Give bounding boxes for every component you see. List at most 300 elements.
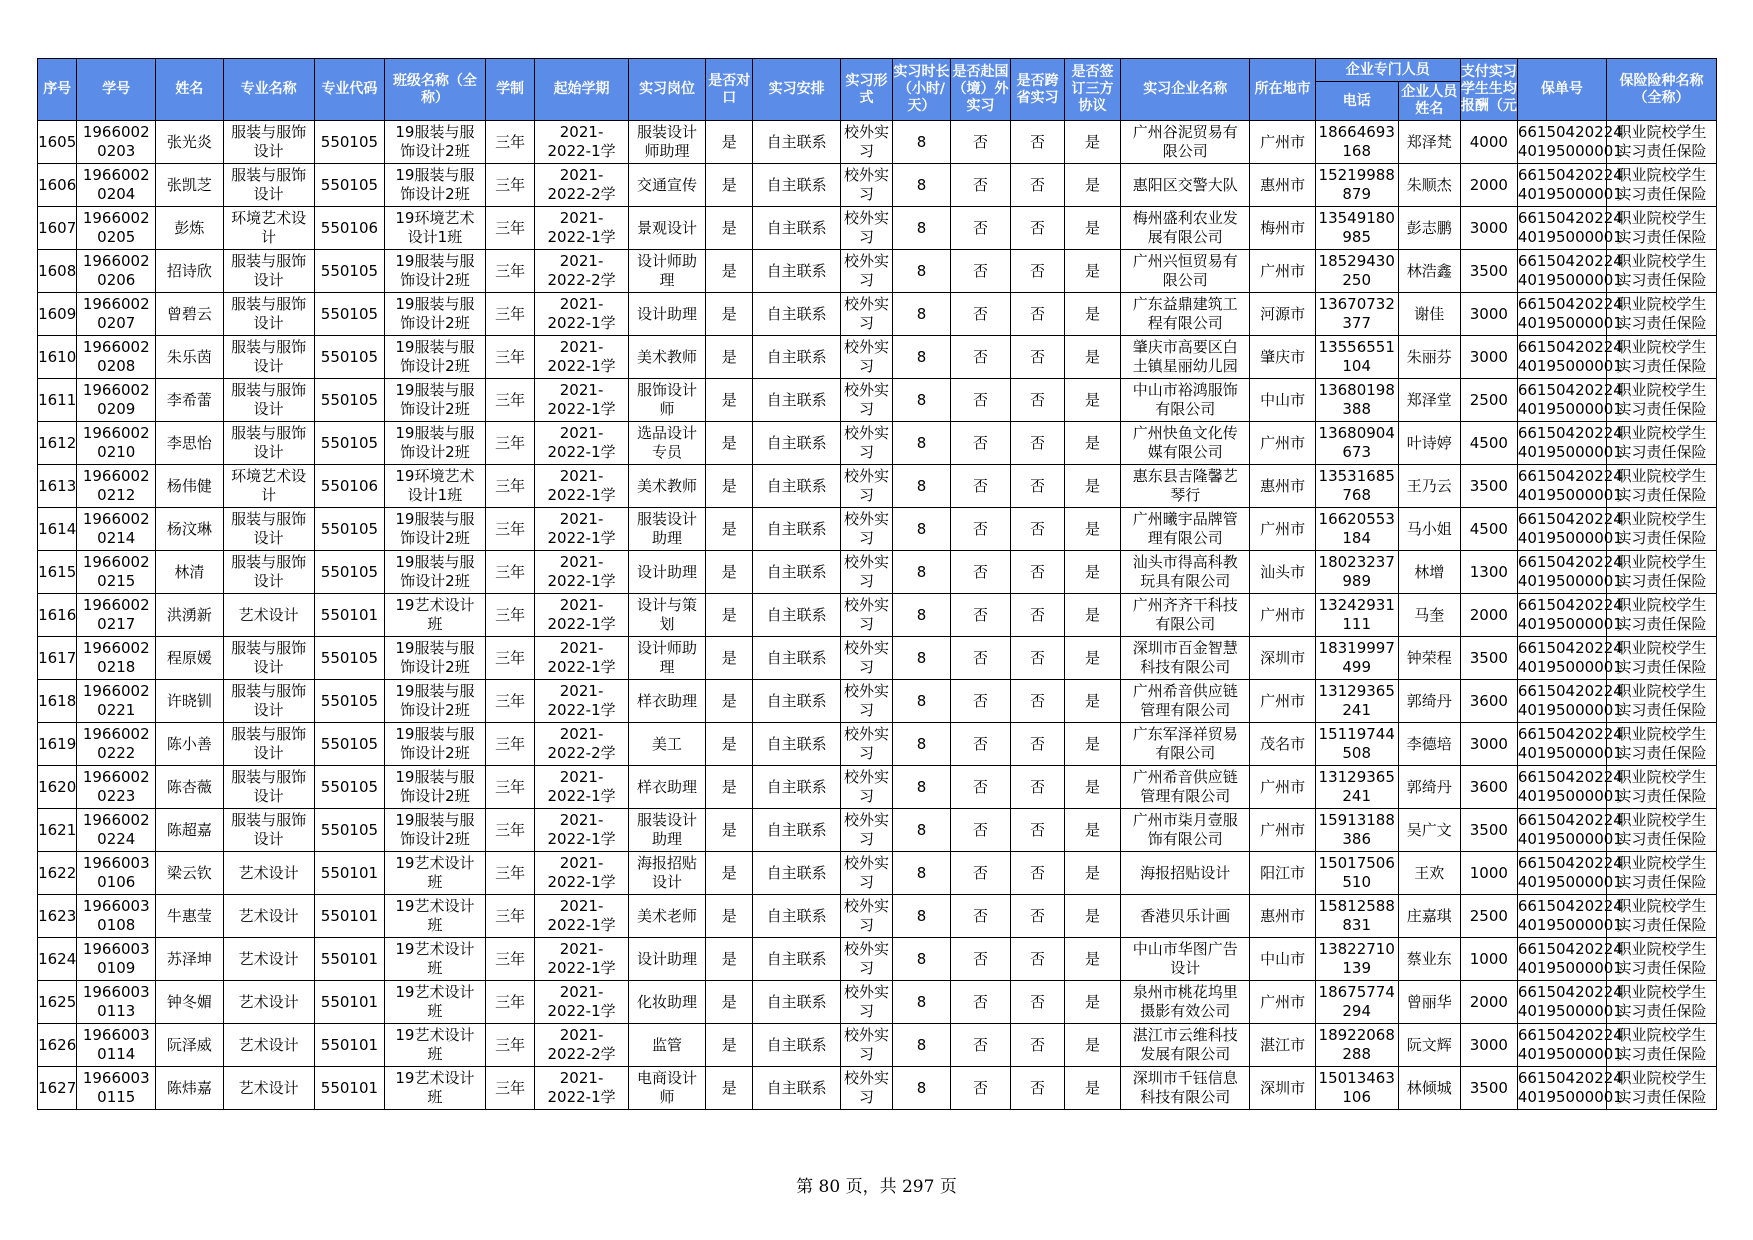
- cell-company: 深圳市百金智慧 科技有限公司: [1120, 637, 1250, 680]
- cell-hours: 8: [892, 379, 950, 422]
- cell-form: 校外实 习: [841, 422, 893, 465]
- cell-tripartite: 是: [1064, 293, 1120, 336]
- cell-class-name: 19服装与服 饰设计2班: [385, 164, 486, 207]
- cell-position: 设计师助 理: [628, 637, 706, 680]
- cell-abroad: 否: [950, 250, 1010, 293]
- cell-position: 美术教师: [628, 336, 706, 379]
- cell-insurance: 职业院校学生 实习责任保险: [1606, 508, 1716, 551]
- cell-phone: 15013463 106: [1315, 1067, 1398, 1110]
- cell-phone: 13242931 111: [1315, 594, 1398, 637]
- cell-form: 校外实 习: [841, 723, 893, 766]
- table-row: [38, 551, 1717, 594]
- cell-city: 广州市: [1250, 680, 1315, 723]
- cell-name: 陈杏薇: [156, 766, 223, 809]
- header-arrangement: 实习安排: [753, 59, 841, 121]
- cell-abroad: 否: [950, 938, 1010, 981]
- cell-tripartite: 是: [1064, 895, 1120, 938]
- cell-policy-no: 66150420224 40195000001: [1517, 465, 1606, 508]
- cell-matched: 是: [706, 766, 753, 809]
- cell-contact-name: 彭志鹏: [1398, 207, 1460, 250]
- cell-name: 牛惠莹: [156, 895, 223, 938]
- cell-phone: 15017506 510: [1315, 852, 1398, 895]
- header-form: 实习形式: [841, 59, 893, 121]
- cell-seq: 1606: [38, 164, 77, 207]
- cell-policy-no: 66150420224 40195000001: [1517, 680, 1606, 723]
- cell-seq: 1608: [38, 250, 77, 293]
- cell-position: 样衣助理: [628, 680, 706, 723]
- cell-phone: 13680198 388: [1315, 379, 1398, 422]
- header-duration: 学制: [485, 59, 535, 121]
- cell-duration: 三年: [485, 551, 535, 594]
- header-city: 所在地市: [1250, 59, 1315, 121]
- cell-policy-no: 66150420224 40195000001: [1517, 551, 1606, 594]
- cell-insurance: 职业院校学生 实习责任保险: [1606, 293, 1716, 336]
- cell-insurance: 职业院校学生 实习责任保险: [1606, 766, 1716, 809]
- cell-student-id: 1966002 0204: [77, 164, 156, 207]
- cell-student-id: 1966002 0210: [77, 422, 156, 465]
- cell-policy-no: 66150420224 40195000001: [1517, 207, 1606, 250]
- cell-hours: 8: [892, 723, 950, 766]
- cell-contact-name: 谢佳: [1398, 293, 1460, 336]
- cell-student-id: 1966002 0203: [77, 121, 156, 164]
- header-contact-name: 企业人员姓名: [1398, 82, 1460, 121]
- cell-start-term: 2021- 2022-1学: [535, 336, 628, 379]
- table-row: [38, 508, 1717, 551]
- cell-company: 泉州市桃花坞里 摄影有效公司: [1120, 981, 1250, 1024]
- cell-start-term: 2021- 2022-1学: [535, 1067, 628, 1110]
- cell-name: 钟冬媚: [156, 981, 223, 1024]
- cell-abroad: 否: [950, 379, 1010, 422]
- cell-cross-province: 否: [1011, 551, 1065, 594]
- cell-form: 校外实 习: [841, 637, 893, 680]
- cell-cross-province: 否: [1011, 336, 1065, 379]
- cell-duration: 三年: [485, 809, 535, 852]
- cell-cross-province: 否: [1011, 723, 1065, 766]
- cell-form: 校外实 习: [841, 594, 893, 637]
- cell-major: 服装与服饰 设计: [223, 551, 314, 594]
- cell-major-code: 550101: [314, 938, 384, 981]
- cell-major-code: 550105: [314, 379, 384, 422]
- cell-policy-no: 66150420224 40195000001: [1517, 1024, 1606, 1067]
- cell-phone: 18319997 499: [1315, 637, 1398, 680]
- cell-company: 广州市柒月壹服 饰有限公司: [1120, 809, 1250, 852]
- cell-contact-name: 朱丽芬: [1398, 336, 1460, 379]
- cell-major: 服装与服饰 设计: [223, 121, 314, 164]
- cell-hours: 8: [892, 164, 950, 207]
- cell-city: 中山市: [1250, 379, 1315, 422]
- cell-phone: 13822710 139: [1315, 938, 1398, 981]
- cell-phone: 18023237 989: [1315, 551, 1398, 594]
- cell-arrangement: 自主联系: [753, 594, 841, 637]
- cell-major: 环境艺术设 计: [223, 465, 314, 508]
- cell-matched: 是: [706, 1067, 753, 1110]
- cell-arrangement: 自主联系: [753, 551, 841, 594]
- cell-form: 校外实 习: [841, 1024, 893, 1067]
- cell-hours: 8: [892, 766, 950, 809]
- cell-matched: 是: [706, 207, 753, 250]
- cell-name: 林清: [156, 551, 223, 594]
- cell-hours: 8: [892, 551, 950, 594]
- cell-contact-name: 马奎: [1398, 594, 1460, 637]
- cell-contact-name: 郭绮丹: [1398, 766, 1460, 809]
- cell-pay: 3600: [1460, 766, 1517, 809]
- cell-major-code: 550105: [314, 422, 384, 465]
- cell-form: 校外实 习: [841, 895, 893, 938]
- cell-abroad: 否: [950, 164, 1010, 207]
- cell-phone: 13531685 768: [1315, 465, 1398, 508]
- cell-form: 校外实 习: [841, 981, 893, 1024]
- cell-arrangement: 自主联系: [753, 809, 841, 852]
- cell-major: 服装与服饰 设计: [223, 637, 314, 680]
- cell-major: 服装与服饰 设计: [223, 250, 314, 293]
- cell-name: 许晓钏: [156, 680, 223, 723]
- cell-company: 广州谷泥贸易有 限公司: [1120, 121, 1250, 164]
- cell-duration: 三年: [485, 981, 535, 1024]
- cell-duration: 三年: [485, 465, 535, 508]
- table-row: [38, 723, 1717, 766]
- cell-major: 服装与服饰 设计: [223, 293, 314, 336]
- cell-phone: 18664693 168: [1315, 121, 1398, 164]
- cell-policy-no: 66150420224 40195000001: [1517, 594, 1606, 637]
- cell-seq: 1617: [38, 637, 77, 680]
- table-row: [38, 637, 1717, 680]
- cell-form: 校外实 习: [841, 379, 893, 422]
- cell-matched: 是: [706, 293, 753, 336]
- table-row: [38, 336, 1717, 379]
- cell-tripartite: 是: [1064, 637, 1120, 680]
- cell-seq: 1622: [38, 852, 77, 895]
- cell-arrangement: 自主联系: [753, 164, 841, 207]
- table-row: [38, 852, 1717, 895]
- cell-major: 服装与服饰 设计: [223, 723, 314, 766]
- cell-policy-no: 66150420224 40195000001: [1517, 809, 1606, 852]
- cell-insurance: 职业院校学生 实习责任保险: [1606, 336, 1716, 379]
- cell-phone: 16620553 184: [1315, 508, 1398, 551]
- cell-student-id: 1966002 0212: [77, 465, 156, 508]
- cell-student-id: 1966002 0217: [77, 594, 156, 637]
- cell-city: 河源市: [1250, 293, 1315, 336]
- cell-start-term: 2021- 2022-1学: [535, 594, 628, 637]
- cell-position: 监管: [628, 1024, 706, 1067]
- cell-company: 广州希音供应链 管理有限公司: [1120, 766, 1250, 809]
- cell-pay: 2000: [1460, 594, 1517, 637]
- cell-phone: 18529430 250: [1315, 250, 1398, 293]
- header-cross-province: 是否跨省实习: [1011, 59, 1065, 121]
- cell-name: 李希蕾: [156, 379, 223, 422]
- cell-pay: 3500: [1460, 637, 1517, 680]
- table-row: [38, 465, 1717, 508]
- cell-city: 梅州市: [1250, 207, 1315, 250]
- cell-cross-province: 否: [1011, 164, 1065, 207]
- cell-duration: 三年: [485, 336, 535, 379]
- cell-matched: 是: [706, 336, 753, 379]
- cell-start-term: 2021- 2022-1学: [535, 637, 628, 680]
- cell-start-term: 2021- 2022-1学: [535, 766, 628, 809]
- header-name: 姓名: [156, 59, 223, 121]
- cell-contact-name: 郑泽堂: [1398, 379, 1460, 422]
- cell-class-name: 19服装与服 饰设计2班: [385, 637, 486, 680]
- cell-policy-no: 66150420224 40195000001: [1517, 895, 1606, 938]
- cell-name: 程原媛: [156, 637, 223, 680]
- cell-major: 服装与服饰 设计: [223, 680, 314, 723]
- cell-matched: 是: [706, 637, 753, 680]
- cell-start-term: 2021- 2022-1学: [535, 809, 628, 852]
- cell-major-code: 550106: [314, 207, 384, 250]
- table-row: [38, 680, 1717, 723]
- table-row: [38, 938, 1717, 981]
- cell-position: 设计助理: [628, 293, 706, 336]
- cell-arrangement: 自主联系: [753, 422, 841, 465]
- cell-start-term: 2021- 2022-2学: [535, 723, 628, 766]
- cell-class-name: 19服装与服 饰设计2班: [385, 809, 486, 852]
- cell-tripartite: 是: [1064, 207, 1120, 250]
- cell-student-id: 1966002 0223: [77, 766, 156, 809]
- cell-seq: 1624: [38, 938, 77, 981]
- cell-name: 洪湧新: [156, 594, 223, 637]
- cell-major-code: 550105: [314, 723, 384, 766]
- cell-form: 校外实 习: [841, 207, 893, 250]
- cell-insurance: 职业院校学生 实习责任保险: [1606, 551, 1716, 594]
- cell-tripartite: 是: [1064, 422, 1120, 465]
- cell-policy-no: 66150420224 40195000001: [1517, 852, 1606, 895]
- cell-policy-no: 66150420224 40195000001: [1517, 981, 1606, 1024]
- cell-name: 陈小善: [156, 723, 223, 766]
- cell-matched: 是: [706, 938, 753, 981]
- cell-major: 服装与服饰 设计: [223, 766, 314, 809]
- cell-duration: 三年: [485, 594, 535, 637]
- cell-contact-name: 李德培: [1398, 723, 1460, 766]
- cell-hours: 8: [892, 680, 950, 723]
- table-row: [38, 766, 1717, 809]
- cell-policy-no: 66150420224 40195000001: [1517, 938, 1606, 981]
- cell-seq: 1625: [38, 981, 77, 1024]
- cell-insurance: 职业院校学生 实习责任保险: [1606, 164, 1716, 207]
- cell-phone: 13129365 241: [1315, 766, 1398, 809]
- cell-contact-name: 庄嘉琪: [1398, 895, 1460, 938]
- cell-policy-no: 66150420224 40195000001: [1517, 293, 1606, 336]
- cell-hours: 8: [892, 594, 950, 637]
- cell-pay: 1000: [1460, 852, 1517, 895]
- cell-seq: 1611: [38, 379, 77, 422]
- cell-major-code: 550105: [314, 680, 384, 723]
- cell-student-id: 1966002 0215: [77, 551, 156, 594]
- cell-phone: 18922068 288: [1315, 1024, 1398, 1067]
- cell-matched: 是: [706, 551, 753, 594]
- header-class-name: 班级名称（全称）: [385, 59, 486, 121]
- cell-cross-province: 否: [1011, 121, 1065, 164]
- cell-student-id: 1966002 0222: [77, 723, 156, 766]
- cell-insurance: 职业院校学生 实习责任保险: [1606, 680, 1716, 723]
- cell-arrangement: 自主联系: [753, 1067, 841, 1110]
- cell-student-id: 1966002 0209: [77, 379, 156, 422]
- cell-pay: 4500: [1460, 508, 1517, 551]
- cell-seq: 1612: [38, 422, 77, 465]
- cell-arrangement: 自主联系: [753, 293, 841, 336]
- cell-matched: 是: [706, 379, 753, 422]
- cell-form: 校外实 习: [841, 508, 893, 551]
- cell-major-code: 550105: [314, 508, 384, 551]
- cell-arrangement: 自主联系: [753, 508, 841, 551]
- table-row: [38, 809, 1717, 852]
- cell-major: 服装与服饰 设计: [223, 422, 314, 465]
- cell-abroad: 否: [950, 336, 1010, 379]
- cell-policy-no: 66150420224 40195000001: [1517, 422, 1606, 465]
- cell-student-id: 1966003 0114: [77, 1024, 156, 1067]
- cell-tripartite: 是: [1064, 938, 1120, 981]
- cell-arrangement: 自主联系: [753, 895, 841, 938]
- cell-class-name: 19服装与服 饰设计2班: [385, 551, 486, 594]
- cell-major: 艺术设计: [223, 895, 314, 938]
- cell-start-term: 2021- 2022-1学: [535, 465, 628, 508]
- cell-position: 美术老师: [628, 895, 706, 938]
- cell-hours: 8: [892, 508, 950, 551]
- cell-duration: 三年: [485, 723, 535, 766]
- cell-cross-province: 否: [1011, 379, 1065, 422]
- cell-policy-no: 66150420224 40195000001: [1517, 250, 1606, 293]
- cell-pay: 4500: [1460, 422, 1517, 465]
- cell-position: 设计助理: [628, 551, 706, 594]
- cell-policy-no: 66150420224 40195000001: [1517, 379, 1606, 422]
- cell-abroad: 否: [950, 981, 1010, 1024]
- cell-start-term: 2021- 2022-1学: [535, 508, 628, 551]
- cell-form: 校外实 习: [841, 809, 893, 852]
- cell-seq: 1620: [38, 766, 77, 809]
- header-pay: 支付实习学生生均报酬（元: [1460, 59, 1517, 121]
- cell-major-code: 550101: [314, 895, 384, 938]
- cell-insurance: 职业院校学生 实习责任保险: [1606, 1067, 1716, 1110]
- cell-phone: 13680904 673: [1315, 422, 1398, 465]
- cell-student-id: 1966002 0206: [77, 250, 156, 293]
- cell-class-name: 19服装与服 饰设计2班: [385, 723, 486, 766]
- cell-position: 化妆助理: [628, 981, 706, 1024]
- cell-pay: 1300: [1460, 551, 1517, 594]
- cell-pay: 2500: [1460, 379, 1517, 422]
- cell-city: 阳江市: [1250, 852, 1315, 895]
- cell-name: 陈超嘉: [156, 809, 223, 852]
- cell-cross-province: 否: [1011, 422, 1065, 465]
- cell-duration: 三年: [485, 207, 535, 250]
- cell-student-id: 1966002 0214: [77, 508, 156, 551]
- cell-contact-name: 王乃云: [1398, 465, 1460, 508]
- cell-matched: 是: [706, 121, 753, 164]
- cell-student-id: 1966002 0208: [77, 336, 156, 379]
- cell-tripartite: 是: [1064, 336, 1120, 379]
- table-row: [38, 207, 1717, 250]
- cell-company: 深圳市千钰信息 科技有限公司: [1120, 1067, 1250, 1110]
- table-row: [38, 293, 1717, 336]
- cell-cross-province: 否: [1011, 508, 1065, 551]
- cell-duration: 三年: [485, 121, 535, 164]
- cell-start-term: 2021- 2022-1学: [535, 895, 628, 938]
- cell-abroad: 否: [950, 508, 1010, 551]
- cell-seq: 1618: [38, 680, 77, 723]
- cell-start-term: 2021- 2022-2学: [535, 164, 628, 207]
- cell-company: 肇庆市高要区白 土镇星丽幼儿园: [1120, 336, 1250, 379]
- cell-company: 中山市裕鸿服饰 有限公司: [1120, 379, 1250, 422]
- cell-seq: 1614: [38, 508, 77, 551]
- cell-phone: 15812588 831: [1315, 895, 1398, 938]
- cell-city: 广州市: [1250, 766, 1315, 809]
- cell-cross-province: 否: [1011, 766, 1065, 809]
- cell-class-name: 19服装与服 饰设计2班: [385, 379, 486, 422]
- cell-class-name: 19艺术设计 班: [385, 1024, 486, 1067]
- cell-hours: 8: [892, 121, 950, 164]
- cell-class-name: 19服装与服 饰设计2班: [385, 336, 486, 379]
- cell-contact-name: 林增: [1398, 551, 1460, 594]
- table-row: [38, 121, 1717, 164]
- cell-city: 广州市: [1250, 594, 1315, 637]
- cell-start-term: 2021- 2022-1学: [535, 852, 628, 895]
- cell-pay: 3000: [1460, 207, 1517, 250]
- cell-phone: 13129365 241: [1315, 680, 1398, 723]
- cell-name: 张光炎: [156, 121, 223, 164]
- cell-major-code: 550105: [314, 293, 384, 336]
- cell-tripartite: 是: [1064, 981, 1120, 1024]
- cell-company: 惠东县吉隆馨艺 琴行: [1120, 465, 1250, 508]
- cell-matched: 是: [706, 723, 753, 766]
- cell-contact-name: 郭绮丹: [1398, 680, 1460, 723]
- cell-policy-no: 66150420224 40195000001: [1517, 766, 1606, 809]
- cell-city: 惠州市: [1250, 164, 1315, 207]
- cell-pay: 3000: [1460, 1024, 1517, 1067]
- cell-student-id: 1966003 0109: [77, 938, 156, 981]
- cell-class-name: 19环境艺术 设计1班: [385, 207, 486, 250]
- cell-pay: 3500: [1460, 465, 1517, 508]
- cell-city: 广州市: [1250, 809, 1315, 852]
- cell-cross-province: 否: [1011, 293, 1065, 336]
- header-tripartite: 是否签订三方协议: [1064, 59, 1120, 121]
- cell-start-term: 2021- 2022-2学: [535, 1024, 628, 1067]
- cell-arrangement: 自主联系: [753, 1024, 841, 1067]
- cell-major: 服装与服饰 设计: [223, 809, 314, 852]
- cell-position: 美术教师: [628, 465, 706, 508]
- cell-major-code: 550105: [314, 336, 384, 379]
- cell-contact-name: 吴广文: [1398, 809, 1460, 852]
- cell-abroad: 否: [950, 766, 1010, 809]
- cell-policy-no: 66150420224 40195000001: [1517, 336, 1606, 379]
- cell-abroad: 否: [950, 121, 1010, 164]
- cell-matched: 是: [706, 852, 753, 895]
- header-policy-no: 保单号: [1517, 59, 1606, 121]
- cell-seq: 1627: [38, 1067, 77, 1110]
- cell-form: 校外实 习: [841, 680, 893, 723]
- cell-phone: 18675774 294: [1315, 981, 1398, 1024]
- header-student-id: 学号: [77, 59, 156, 121]
- cell-name: 梁云钦: [156, 852, 223, 895]
- cell-insurance: 职业院校学生 实习责任保险: [1606, 422, 1716, 465]
- cell-pay: 2000: [1460, 981, 1517, 1024]
- cell-major: 艺术设计: [223, 594, 314, 637]
- cell-contact-name: 曾丽华: [1398, 981, 1460, 1024]
- cell-class-name: 19艺术设计 班: [385, 981, 486, 1024]
- cell-hours: 8: [892, 1024, 950, 1067]
- cell-city: 广州市: [1250, 508, 1315, 551]
- cell-insurance: 职业院校学生 实习责任保险: [1606, 938, 1716, 981]
- table-row: [38, 1024, 1717, 1067]
- cell-abroad: 否: [950, 1067, 1010, 1110]
- cell-city: 惠州市: [1250, 895, 1315, 938]
- cell-tripartite: 是: [1064, 508, 1120, 551]
- cell-major: 环境艺术设 计: [223, 207, 314, 250]
- cell-abroad: 否: [950, 637, 1010, 680]
- cell-start-term: 2021- 2022-1学: [535, 379, 628, 422]
- cell-company: 汕头市得高科教 玩具有限公司: [1120, 551, 1250, 594]
- cell-name: 杨汶琳: [156, 508, 223, 551]
- cell-city: 湛江市: [1250, 1024, 1315, 1067]
- cell-tripartite: 是: [1064, 809, 1120, 852]
- cell-phone: 15913188 386: [1315, 809, 1398, 852]
- cell-policy-no: 66150420224 40195000001: [1517, 164, 1606, 207]
